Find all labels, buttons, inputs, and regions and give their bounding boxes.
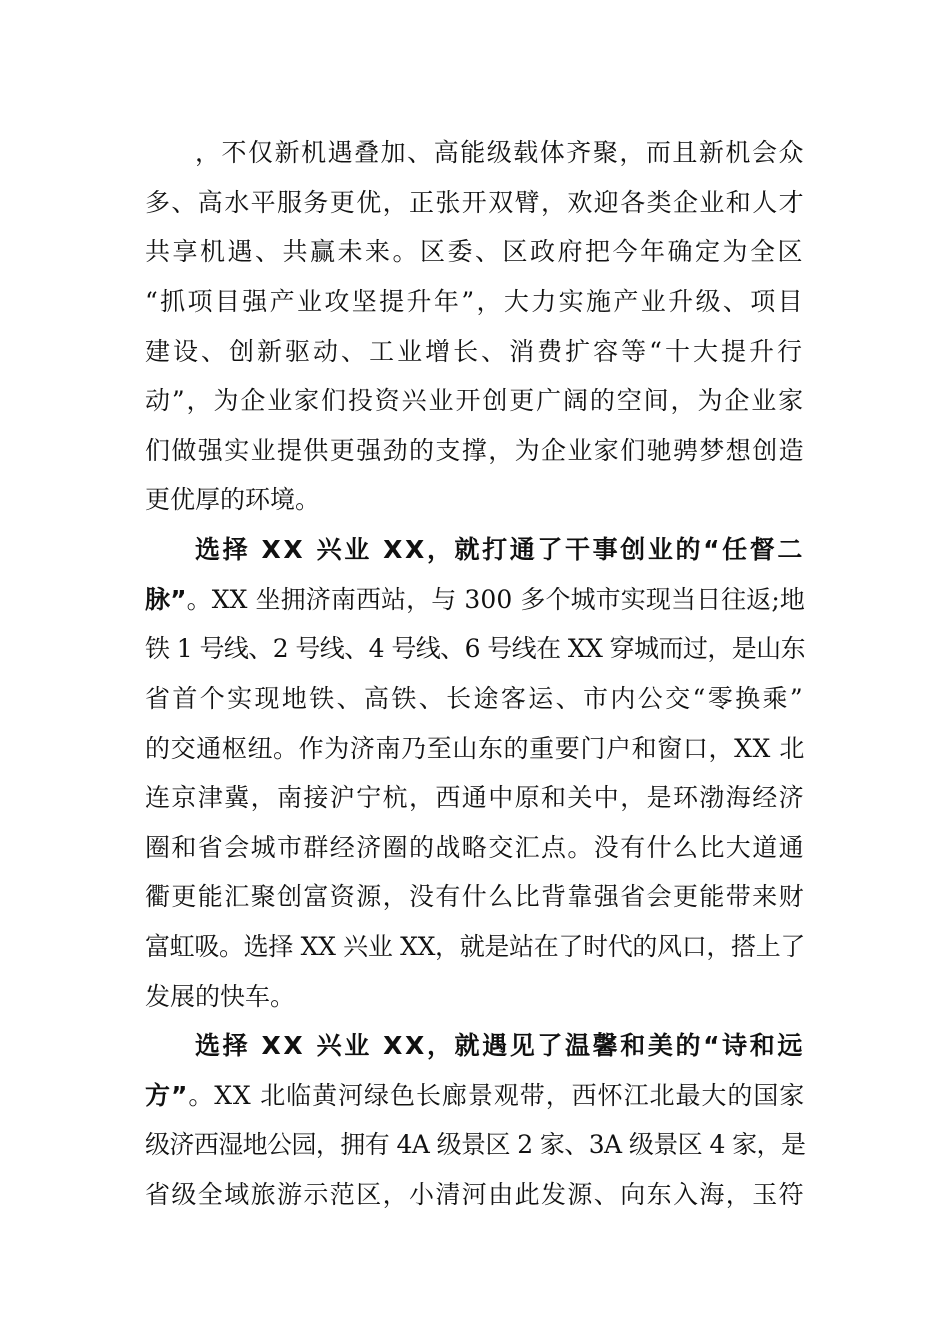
paragraph-1-line-6: 动”，为企业家们投资兴业开创更广阔的空间，为企业家 [145, 386, 805, 415]
paragraph-1-line-5: 建设、创新驱动、工业增长、消费扩容等“十大提升行 [145, 337, 805, 366]
section-3-line-4: 省级全域旅游示范区，小清河由此发源、向东入海，玉符 [145, 1180, 806, 1209]
paragraph-1-line-2: 多、高水平服务更优，正张开双臂，欢迎各类企业和人才 [145, 188, 806, 217]
paragraph-1-line-1: ，不仅新机遇叠加、高能级载体齐聚，而且新机会众 [195, 138, 806, 167]
section-2-line-8: 衢更能汇聚创富资源，没有什么比背靠强省会更能带来财 [145, 882, 806, 911]
section-3-line-2-text: 。XX 北临黄河绿色长廊景观带，西怀江北最大的国家 [188, 1081, 806, 1110]
section-3-line-2 [145, 1078, 805, 1114]
section-2-line-5: 的交通枢纽。作为济南乃至山东的重要门户和窗口，XX 北 [145, 734, 805, 763]
section-2-line-4: 省首个实现地铁、高铁、长途客运、市内公交“零换乘” [145, 684, 805, 713]
paragraph-1-line-4: “抓项目强产业攻坚提升年”，大力实施产业升级、项目 [145, 287, 805, 316]
section-2-line-3: 铁 1 号线、2 号线、4 号线、6 号线在 XX 穿城而过，是山东 [145, 634, 805, 663]
section-2-line-2-text: 。XX 坐拥济南西站，与 300 多个城市实现当日往返;地 [186, 585, 805, 614]
section-3-line-3: 级济西湿地公园，拥有 4A 级景区 2 家、3A 级景区 4 家，是 [145, 1130, 806, 1159]
section-2-heading-line-1: 选择 XX 兴业 XX，就打通了干事创业的“任督二 [195, 535, 805, 564]
paragraph-1-line-7: 们做强实业提供更强劲的支撑，为企业家们驰骋梦想创造 [145, 436, 806, 465]
section-3-heading-line-1: 选择 XX 兴业 XX，就遇见了温馨和美的“诗和远 [195, 1031, 805, 1060]
section-3-heading-tail: 方” [145, 1081, 189, 1110]
section-2-heading-tail: 脉” [145, 585, 187, 614]
section-2-line-7: 圈和省会城市群经济圈的战略交汇点。没有什么比大道通 [145, 833, 806, 862]
section-2-line-10: 发展的快车。 [145, 982, 296, 1011]
paragraph-1-line-3: 共享机遇、共赢未来。区委、区政府把今年确定为全区 [145, 237, 806, 266]
section-2-line-9: 富虹吸。选择 XX 兴业 XX，就是站在了时代的风口，搭上了 [145, 932, 806, 961]
paragraph-1-line-8: 更优厚的环境。 [145, 485, 321, 514]
section-2-line-2 [145, 582, 805, 618]
section-2-line-6: 连京津冀，南接沪宁杭，西通中原和关中，是环渤海经济 [145, 783, 806, 812]
